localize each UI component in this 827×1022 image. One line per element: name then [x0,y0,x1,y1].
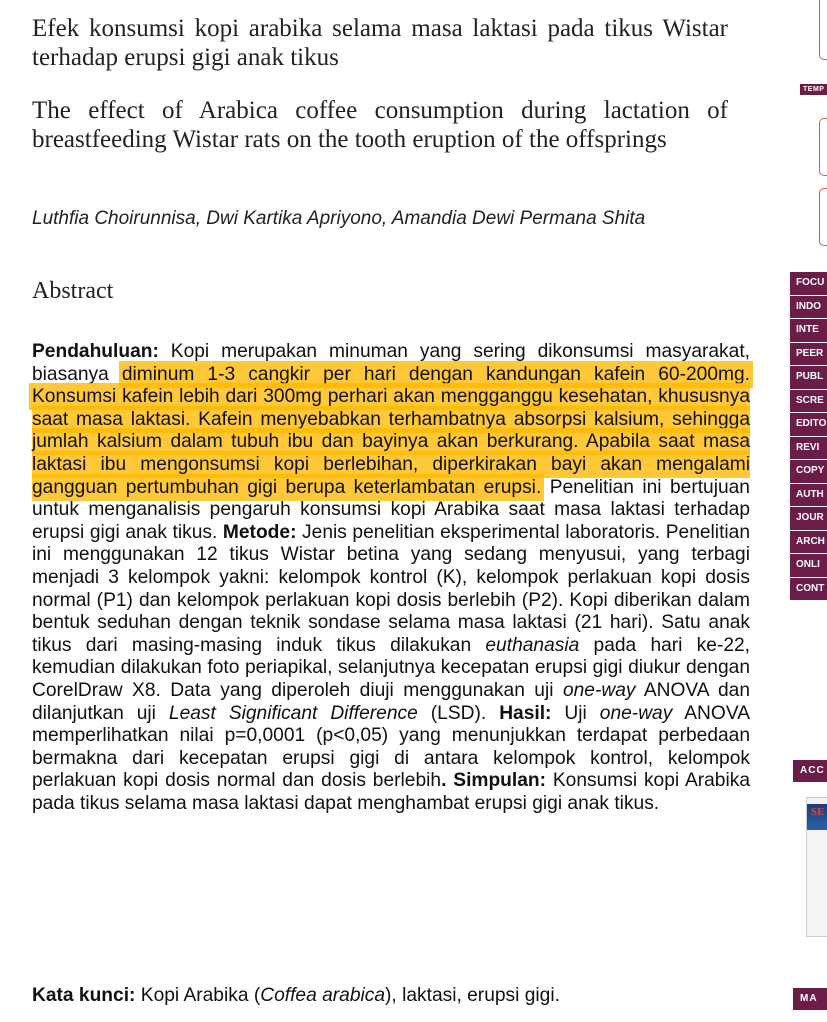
article-authors: Luthfia Choirunnisa, Dwi Kartika Apriyono, Amandia Dewi Permana Shita [32,208,646,229]
sidebar-menu-item[interactable]: AUTH [790,484,827,507]
sidebar-section-label: MA [793,988,827,1010]
highlighted-text: Konsumsi kafein lebih dari 300mg perhari akan mengganggu kesehatan, khususnya saat masa laktasi. Kafein menyebabkan terhambatnya absorpsi kalsium, sehingga jumlah kalsium dalam tubuh ibu dan bayinya akan berkurang. Apabila saat masa laktasi ibu mengonsumsi kopi berlebihan, diperkirakan bayi akan mengalami gangguan pertumbuhan gigi berupa keterlambatan erupsi. [32,386,750,498]
keywords: Kata kunci: Kopi Arabika (Coffea arabica), laktasi, erupsi gigi. [32,985,560,1006]
sidebar-banner[interactable] [819,188,827,246]
sidebar-banner[interactable] [819,118,827,176]
method-text: pada hari ke-22, kemudian dilakukan foto periapikal, selanjutnya kecepatan erupsi gigi diukur dengan CorelDraw X8. Data yang diperoleh diuji menggunakan uji [32,634,751,701]
italic-term: one-way [599,702,673,724]
result-text: ANOVA memperlihatkan nilai p=0,0001 (p<0,05) yang menunjukkan terdapat perbedaan bermakna dari kecepatan erupsi gigi di antara kelompok kontrol, kelompok perlakuan kopi dosis normal dan dosis berlebih [32,702,750,792]
sidebar-menu-item[interactable]: ARCH [790,531,827,554]
article-title-english: The effect of Arabica coffee consumption during lactation of breastfeeding Wistar rats on the tooth eruption of the offsprings [32,97,728,153]
sidebar-menu-item[interactable]: EDITO [790,413,827,436]
journal-cover-logo: SE [811,806,825,818]
sidebar-menu-item[interactable]: INTE [790,319,827,342]
conclusion-label: Simpulan: [446,770,547,792]
sidebar-menu-item[interactable]: COPY [790,460,827,483]
right-sidebar [790,0,827,1022]
result-label: Hasil: [499,702,552,724]
sidebar-menu-item[interactable]: PEER [790,343,827,366]
sidebar-menu-item[interactable]: CONT [790,578,827,601]
italic-term: one-way [562,679,636,701]
sidebar-menu-item[interactable]: INDO [790,296,827,319]
italic-term: Least Significant Difference [168,702,418,724]
method-text: ANOVA dan dilanjutkan uji [32,679,750,724]
conclusion-text: Konsumsi kopi Arabika pada tikus selama masa laktasi dapat menghambat erupsi gigi anak tikus. [32,770,750,814]
sidebar-menu [790,272,827,601]
italic-term: Coffea arabica [260,985,386,1006]
accreditation-label: ACC [793,760,827,782]
result-text: Uji [551,702,600,724]
italic-term: euthanasia [485,634,580,656]
keywords-label: Kata kunci: [32,985,136,1006]
sidebar-menu-item[interactable]: FOCU [790,272,827,295]
article-title-indonesian: Efek konsumsi kopi arabika selama masa laktasi pada tikus Wistar terhadap erupsi gigi anak tikus [32,15,728,71]
sidebar-menu-item[interactable]: ONLI [790,554,827,577]
template-label[interactable]: TEMP [800,84,827,95]
method-label: Metode: [222,521,297,543]
method-text: Jenis penelitian eksperimental laboratoris. Penelitian ini menggunakan 12 tikus Wistar betina yang sedang menyusui, yang terbagi menjadi 3 kelompok yakni: kelompok kontrol (K), kelompok perlakuan kopi dosis normal (P1) dan kelompok perlakuan kopi dosis berlebih (P2). Kopi diberikan dalam bentuk seduhan dengan teknik sondase selama masa laktasi (21 hari). Satu anak tikus dari masing-masing induk tikus dilakukan [32,521,750,656]
abstract-heading: Abstract [32,278,114,304]
sidebar-menu-item[interactable]: REVI [790,437,827,460]
highlighted-text: diminum 1-3 cangkir per hari dengan kandungan kafein 60-200mg. [121,363,750,385]
sidebar-menu-item[interactable]: SCRE [790,390,827,413]
journal-cover-image[interactable] [806,797,827,937]
sidebar-menu-item[interactable]: PUBL [790,366,827,389]
sidebar-banner[interactable] [819,0,827,60]
abstract-body: Pendahuluan: Kopi merupakan minuman yang sering dikonsumsi masyarakat, biasanya diminum 1-3 cangkir per hari dengan kandungan kafein 60-200mg. Konsumsi kafein lebih dari 300mg perhari akan mengganggu kesehatan, khususnya saat masa laktasi. Kafein menyebabkan terhambatnya absorpsi kalsium, sehingga jumlah kalsium dalam tubuh ibu dan bayinya akan berkurang. Apabila saat masa laktasi ibu mengonsumsi kopi berlebihan, diperkirakan bayi akan mengalami gangguan pertumbuhan gigi berupa keterlambatan erupsi. Penelitian ini bertujuan untuk menganalisis pengaruh konsumsi kopi Arabika saat masa laktasi terhadap erupsi gigi anak tikus. Metode: Jenis penelitian eksperimental laboratoris. Penelitian ini menggunakan 12 tikus Wistar betina yang sedang menyusui, yang terbagi menjadi 3 kelompok yakni: kelompok kontrol (K), kelompok perlakuan kopi dosis normal (P1) dan kelompok perlakuan kopi dosis berlebih (P2). Kopi diberikan dalam bentuk seduhan dengan teknik sondase selama masa laktasi (21 hari). Satu anak tikus dari masing-masing induk tikus dilakukan euthanasia pada hari ke-22, kemudian dilakukan foto periapikal, selanjutnya kecepatan erupsi gigi diukur dengan CorelDraw X8. Data yang diperoleh diuji menggunakan uji one-way ANOVA dan dilanjutkan uji Least Significant Difference (LSD). Hasil: Uji one-way ANOVA memperlihatkan nilai p=0,0001 (p<0,05) yang menunjukkan terdapat perbedaan bermakna dari kecepatan erupsi gigi di antara kelompok kontrol, kelompok perlakuan kopi dosis normal dan dosis berlebih. Simpulan: Konsumsi kopi Arabika pada tikus selama masa laktasi dapat menghambat erupsi gigi anak tikus. [32,341,751,814]
sidebar-menu-item[interactable]: JOUR [790,507,827,530]
intro-label: Pendahuluan: [32,341,159,362]
intro-text: Penelitian ini bertujuan untuk menganalisis pengaruh konsumsi kopi Arabika saat masa laktasi terhadap erupsi gigi anak tikus. [32,476,750,543]
method-text: (LSD). [417,702,500,724]
intro-text: Kopi merupakan minuman yang sering dikonsumsi masyarakat, biasanya [32,341,750,385]
